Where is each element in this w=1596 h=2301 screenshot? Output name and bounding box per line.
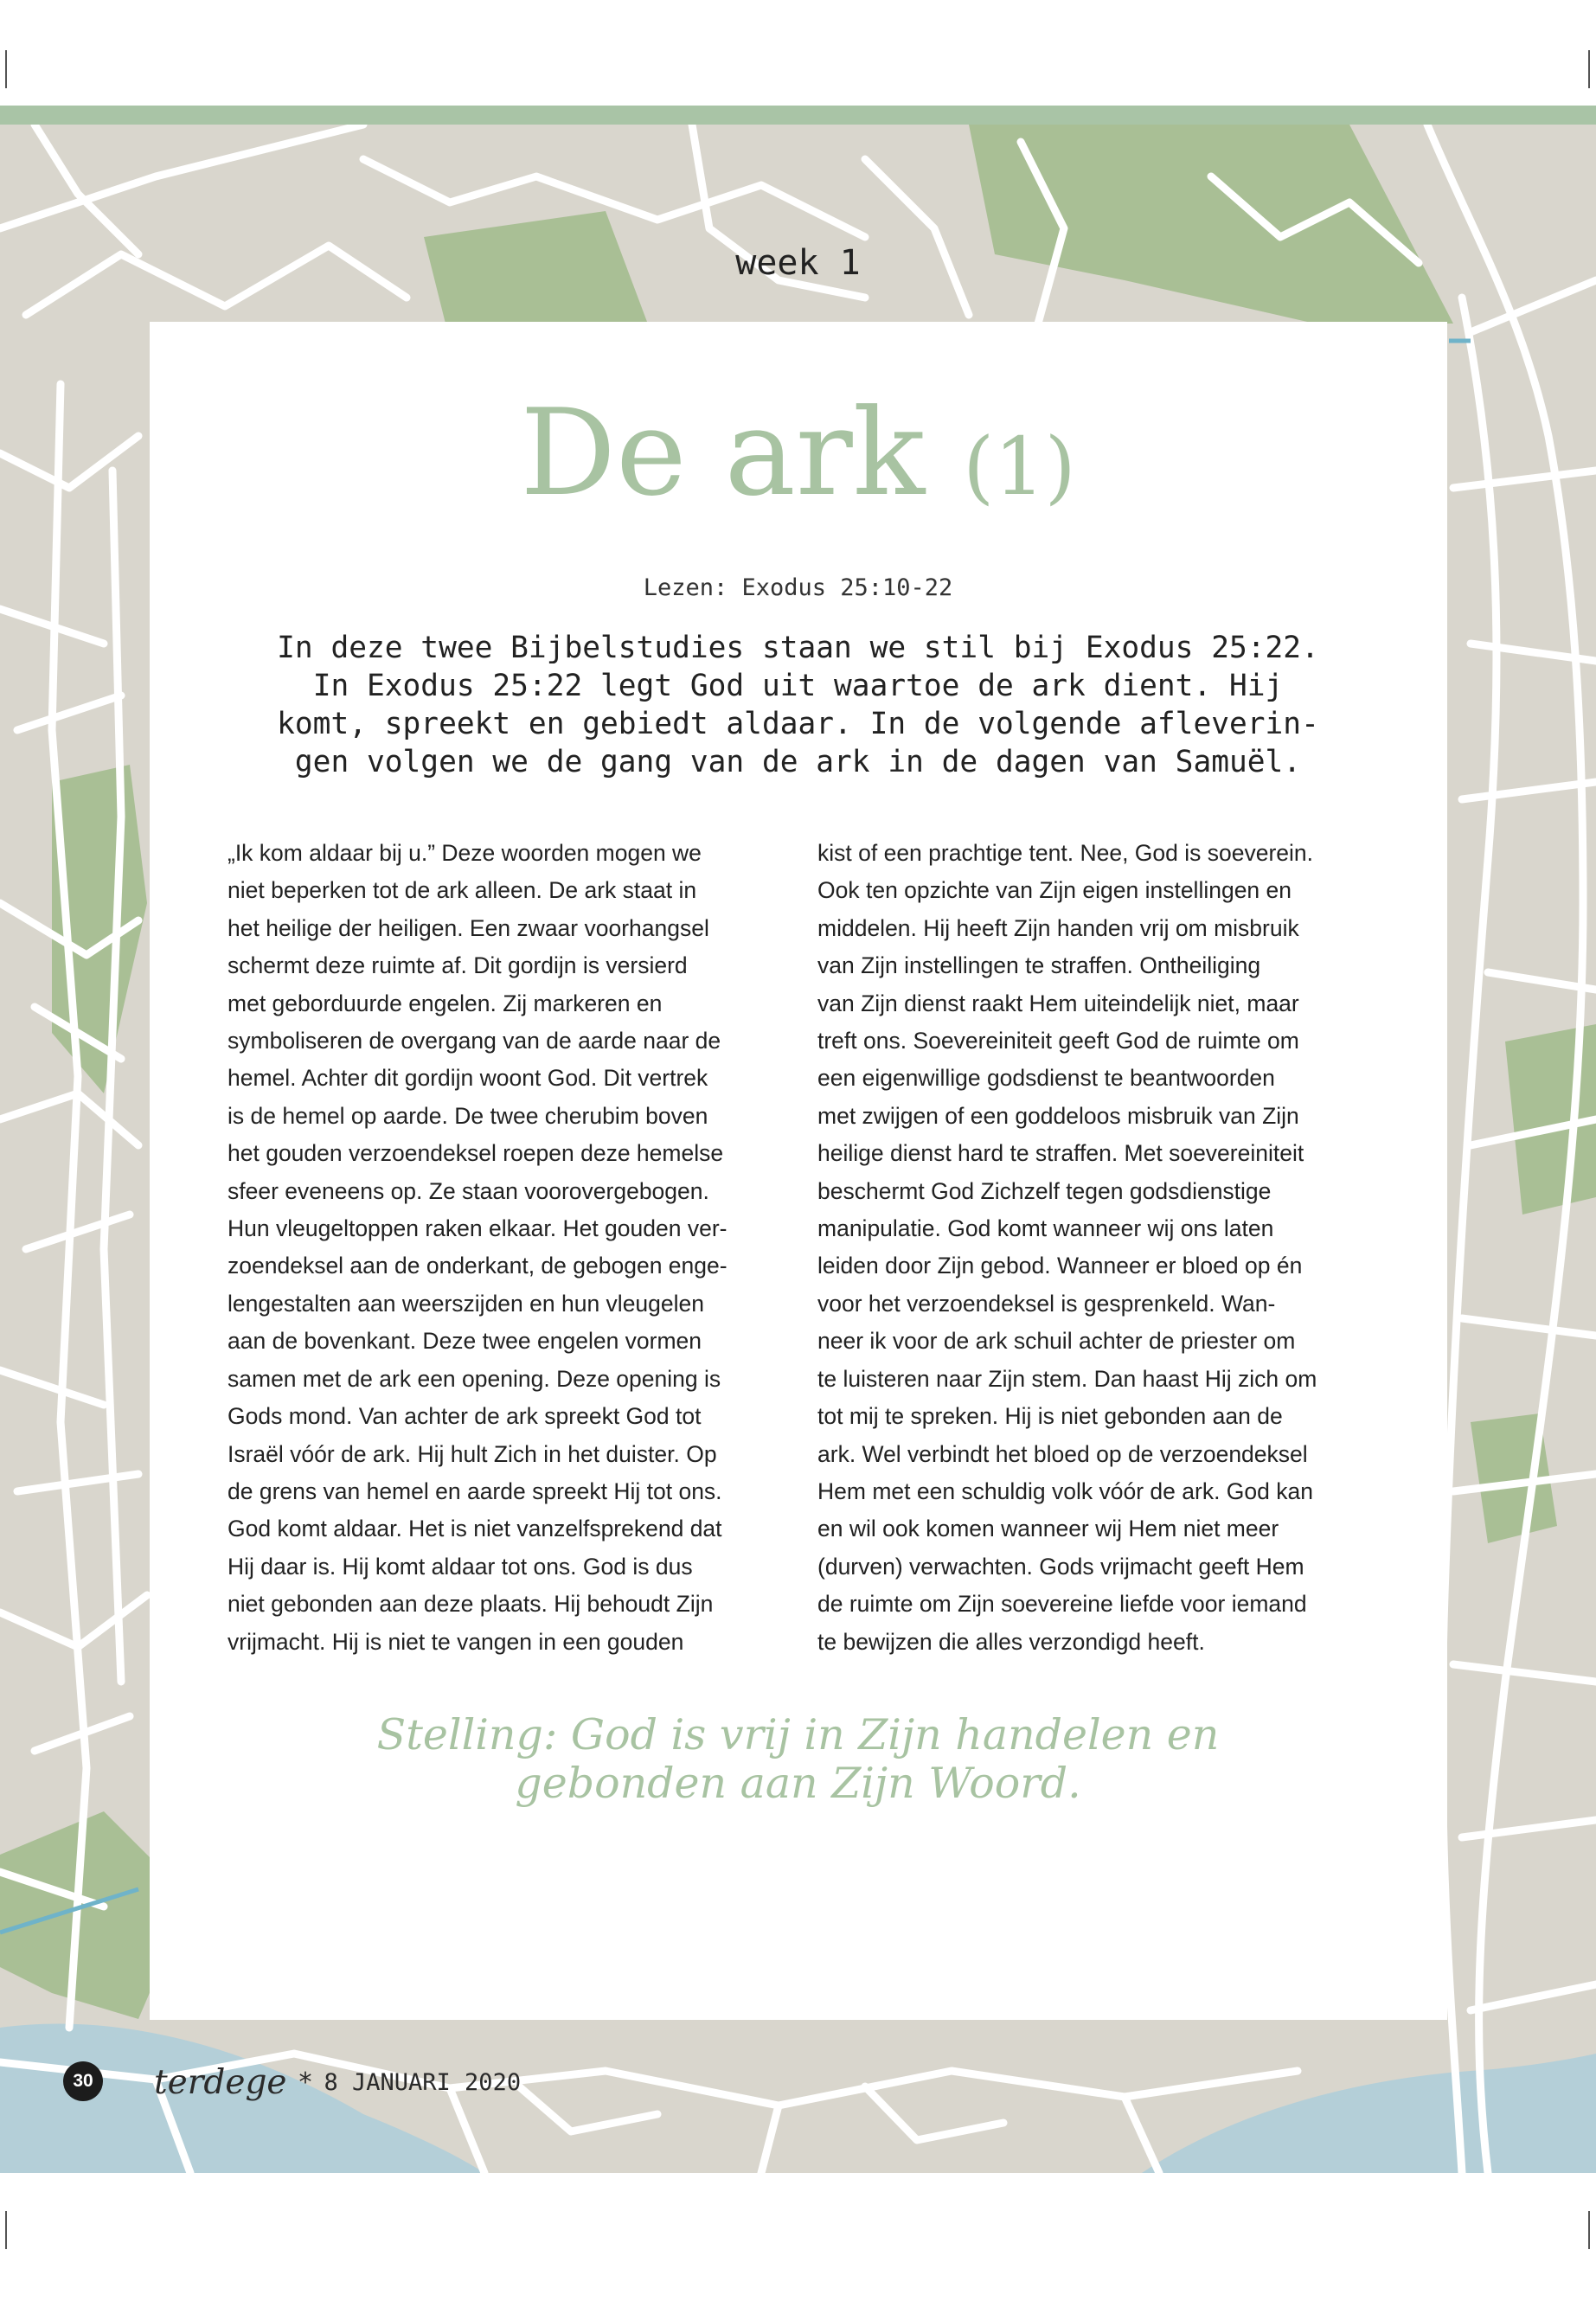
- body-line: (durven) verwachten. Gods vrijmacht geeft Hem: [817, 1553, 1304, 1580]
- body-line: Ook ten opzichte van Zijn eigen instellingen en: [817, 877, 1292, 904]
- week-label: week 1: [735, 243, 861, 283]
- body-line: een eigenwillige godsdienst te beantwoorden: [817, 1065, 1275, 1092]
- body-line: Gods mond. Van achter de ark spreekt God tot: [228, 1403, 702, 1430]
- body-line: Hun vleugeltoppen raken elkaar. Het gouden ver-: [228, 1215, 727, 1242]
- body-line: met geborduurde engelen. Zij markeren en: [228, 990, 663, 1016]
- intro-line: komt, spreekt en gebiedt aldaar. In de volgende afleverin-: [277, 707, 1319, 741]
- body-line: aan de bovenkant. Deze twee engelen vormen: [228, 1328, 702, 1355]
- body-line: treft ons. Soevereiniteit geeft God de ruimte om: [817, 1028, 1299, 1054]
- body-line: de grens van hemel en aarde spreekt Hij tot ons.: [228, 1477, 722, 1504]
- body-line: van Zijn instellingen te straffen. Ontheiliging: [817, 952, 1261, 979]
- body-line: te bewijzen die alles verzondigd heeft.: [817, 1628, 1205, 1655]
- article-title-suffix: (1): [963, 420, 1076, 513]
- body-line: voor het verzoendeksel is gesprenkeld. Wan-: [817, 1290, 1276, 1317]
- body-column-1: [228, 835, 727, 1661]
- body-line: niet gebonden aan deze plaats. Hij behoudt Zijn: [228, 1591, 714, 1618]
- body-line: kist of een prachtige tent. Nee, God is soeverein.: [817, 840, 1314, 866]
- body-line: ark. Wel verbindt het bloed op de verzoendeksel: [817, 1440, 1308, 1467]
- body-line: van Zijn dienst raakt Hem uiteindelijk niet, maar: [817, 990, 1299, 1016]
- body-line: Israël vóór de ark. Hij hult Zich in het duister. Op: [228, 1440, 717, 1467]
- top-accent-band: [0, 106, 1596, 125]
- body-line: manipulatie. God komt wanneer wij ons laten: [817, 1215, 1274, 1242]
- body-line: heilige dienst hard te straffen. Met soevereiniteit: [817, 1140, 1304, 1167]
- intro-line: In Exodus 25:22 legt God uit waartoe de ark dient. Hij: [312, 669, 1284, 703]
- body-line: lengestalten aan weerszijden en hun vleugelen: [228, 1290, 705, 1317]
- body-line: de ruimte om Zijn soevereine liefde voor iemand: [817, 1591, 1307, 1618]
- body-line: Hij daar is. Hij komt aldaar tot ons. God is dus: [228, 1553, 693, 1580]
- body-line: is de hemel op aarde. De twee cherubim boven: [228, 1102, 708, 1129]
- issue-date: 8 JANUARI 2020: [324, 2068, 522, 2096]
- article-title: [0, 383, 1596, 522]
- intro-line: In deze twee Bijbelstudies staan we stil bij Exodus 25:22.: [277, 631, 1319, 665]
- article-title-main: De ark: [520, 383, 926, 522]
- body-line: tot mij te spreken. Hij is niet gebonden aan de: [817, 1403, 1283, 1430]
- body-line: het heilige der heiligen. Een zwaar voorhangsel: [228, 914, 709, 941]
- body-line: niet beperken tot de ark alleen. De ark staat in: [228, 877, 697, 904]
- body-line: het gouden verzoendeksel roepen deze hemelse: [228, 1140, 724, 1167]
- body-line: God komt aldaar. Het is niet vanzelfsprekend dat: [228, 1516, 722, 1542]
- asterisk-icon: *: [298, 2067, 312, 2098]
- body-line: leiden door Zijn gebod. Wanneer er bloed op én: [817, 1253, 1303, 1279]
- body-line: sfeer eveneens op. Ze staan voorovergebogen.: [228, 1177, 709, 1204]
- crop-mark-top-left: [5, 50, 7, 88]
- body-line: neer ik voor de ark schuil achter de priester om: [817, 1328, 1296, 1355]
- crop-mark-bottom-left: [5, 2211, 7, 2249]
- article-intro: [234, 629, 1362, 781]
- brand-logo: terdege: [154, 2062, 287, 2102]
- reading-reference: Lezen: Exodus 25:10-22: [643, 574, 953, 601]
- body-line: „Ik kom aldaar bij u.” Deze woorden mogen we: [228, 840, 702, 866]
- footer: [154, 2063, 521, 2101]
- body-line: Hem met een schuldig volk vóór de ark. God kan: [817, 1477, 1313, 1504]
- body-line: vrijmacht. Hij is niet te vangen in een gouden: [228, 1628, 684, 1655]
- page-number-badge: 30: [63, 2061, 103, 2101]
- body-line: hemel. Achter dit gordijn woont God. Dit vertrek: [228, 1065, 708, 1092]
- stelling-line: gebonden aan Zijn Woord.: [515, 1759, 1081, 1808]
- crop-mark-top-right: [1588, 50, 1590, 88]
- body-line: samen met de ark een opening. Deze opening is: [228, 1365, 721, 1392]
- body-line: symboliseren de overgang van de aarde naar de: [228, 1028, 721, 1054]
- body-line: middelen. Hij heeft Zijn handen vrij om misbruik: [817, 914, 1299, 941]
- crop-mark-bottom-right: [1588, 2211, 1590, 2249]
- body-line: beschermt God Zichzelf tegen godsdienstige: [817, 1177, 1272, 1204]
- body-line: te luisteren naar Zijn stem. Dan haast Hij zich om: [817, 1365, 1317, 1392]
- intro-line: gen volgen we de gang van de ark in de dagen van Samuël.: [294, 745, 1302, 779]
- body-line: schermt deze ruimte af. Dit gordijn is versierd: [228, 952, 688, 979]
- stelling-line: Stelling: God is vrij in Zijn handelen en: [376, 1710, 1220, 1759]
- body-line: met zwijgen of een goddeloos misbruik van Zijn: [817, 1102, 1299, 1129]
- body-line: en wil ook komen wanneer wij Hem niet meer: [817, 1516, 1279, 1542]
- stelling-quote: [0, 1711, 1596, 1808]
- body-column-2: [817, 835, 1317, 1661]
- body-line: zoendeksel aan de onderkant, de gebogen enge-: [228, 1253, 727, 1279]
